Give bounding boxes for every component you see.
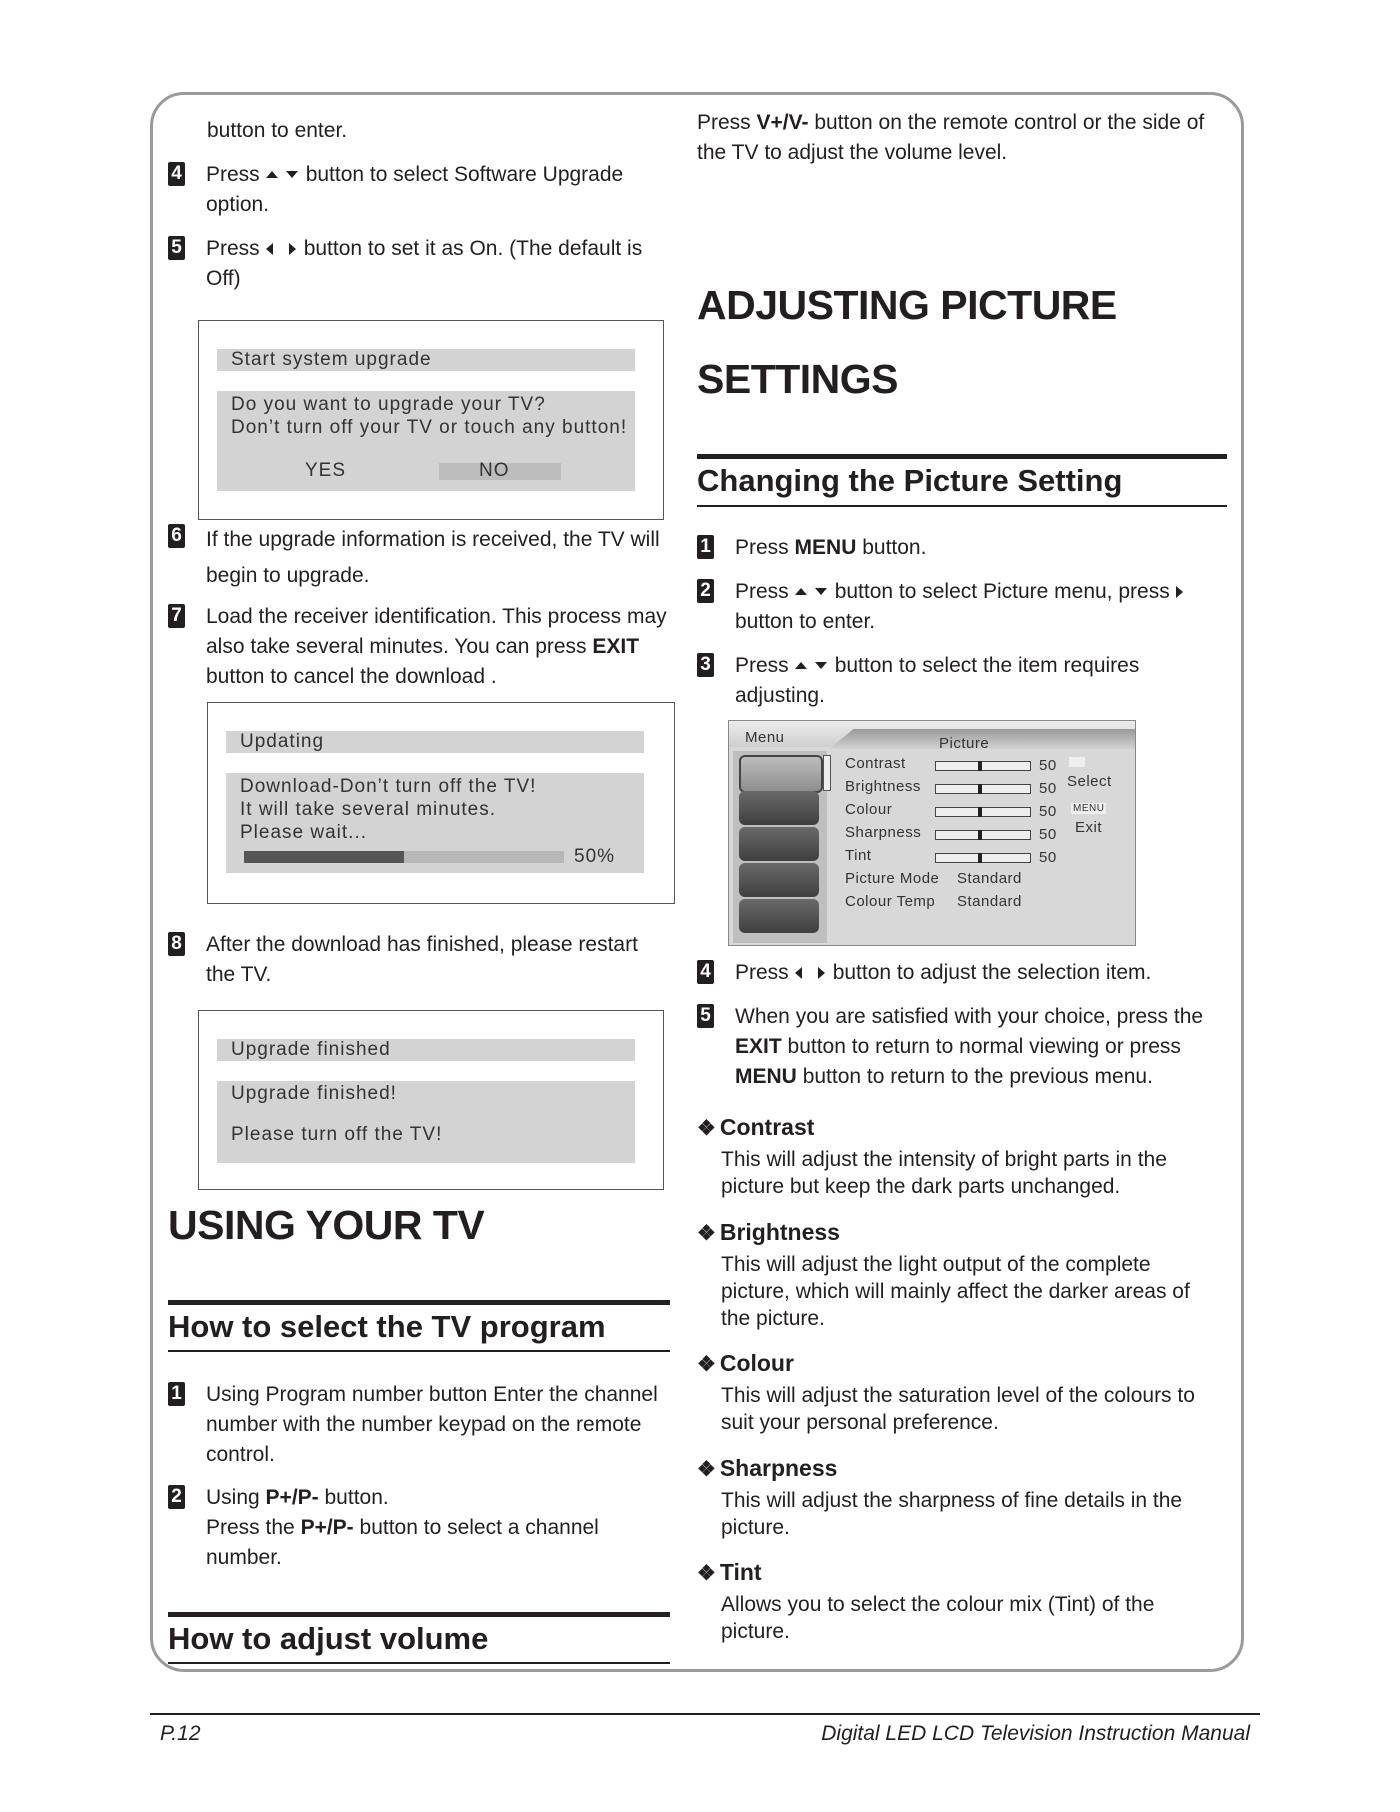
step-number: 7 <box>168 604 185 628</box>
step-number: 8 <box>168 932 185 956</box>
menu-item-sharpness[interactable]: Sharpness <box>845 824 922 841</box>
step-number: 1 <box>697 535 714 559</box>
colour-slider[interactable] <box>935 807 1031 817</box>
step-number: 1 <box>168 1382 185 1406</box>
footer-rule <box>150 1713 1260 1715</box>
down-arrow-icon <box>286 171 298 178</box>
hint-select: Select <box>1067 773 1112 790</box>
colour-value: 50 <box>1039 803 1057 820</box>
up-arrow-icon <box>266 171 278 178</box>
step-number: 3 <box>697 653 714 677</box>
menu-item-colour[interactable]: Colour <box>845 801 893 818</box>
brightness-slider[interactable] <box>935 784 1031 794</box>
heading-adjust-volume: How to adjust volume <box>168 1621 489 1656</box>
colour-temp-value: Standard <box>957 893 1022 910</box>
yes-button[interactable]: YES <box>305 460 347 481</box>
up-arrow-icon <box>795 588 807 595</box>
picture-menu-screenshot <box>728 720 1136 946</box>
progress-label: 50% <box>574 846 616 867</box>
rule <box>168 1350 670 1352</box>
diamond-bullet-icon: ❖ <box>697 1222 716 1245</box>
step-number: 2 <box>168 1485 185 1509</box>
channel-tab-icon[interactable] <box>739 827 819 861</box>
dialog-body: Download-Don’t turn off the TV! It will take several minutes. Please wait... 50% <box>226 773 644 873</box>
sharpness-slider[interactable] <box>935 830 1031 840</box>
menu-label: Menu <box>745 729 785 746</box>
dialog-body: Upgrade finished! Please turn off the TV! <box>217 1081 635 1163</box>
down-arrow-icon <box>815 662 827 669</box>
bullet-sharpness: ❖ Sharpness This will adjust the sharpness of fine details in the picture. <box>697 1455 1183 1539</box>
upgrade-dialog <box>198 320 664 520</box>
up-arrow-icon <box>795 662 807 669</box>
volume-text: Press V+/V- button on the remote control or the side of the TV to adjust the volume level. <box>697 111 1205 164</box>
heading-changing-picture: Changing the Picture Setting <box>697 463 1123 498</box>
down-arrow-icon <box>815 588 827 595</box>
menu-item-picture-mode[interactable]: Picture Mode <box>845 870 940 887</box>
step-number: 5 <box>697 1004 714 1028</box>
rule <box>168 1612 670 1617</box>
tint-value: 50 <box>1039 849 1057 866</box>
step-number: 4 <box>697 960 714 984</box>
left-arrow-icon <box>266 243 273 255</box>
no-button[interactable]: NO <box>479 460 510 481</box>
progress-track <box>244 851 564 863</box>
sharpness-value: 50 <box>1039 826 1057 843</box>
hint-menu-key: MENU <box>1073 803 1105 814</box>
hint-exit: Exit <box>1075 819 1103 836</box>
heading-adjusting-picture: ADJUSTING PICTURE <box>697 282 1117 328</box>
diamond-bullet-icon: ❖ <box>697 1353 716 1376</box>
left-arrow-icon <box>795 967 802 979</box>
left-right-keys-icon <box>1069 757 1085 767</box>
menu-item-contrast[interactable]: Contrast <box>845 755 906 772</box>
page-number: P.12 <box>160 1722 201 1745</box>
rule <box>168 1300 670 1305</box>
heading-select-program: How to select the TV program <box>168 1309 606 1344</box>
step-number: 2 <box>697 579 714 603</box>
dialog-title: Upgrade finished <box>217 1039 635 1061</box>
scroll-indicator <box>823 755 831 791</box>
diamond-bullet-icon: ❖ <box>697 1458 716 1481</box>
bullet-contrast: ❖ Contrast This will adjust the intensity of bright parts in the picture but keep the dark parts unchanged. <box>697 1114 1167 1198</box>
picture-tab-icon[interactable] <box>739 755 823 793</box>
sound-tab-icon[interactable] <box>739 791 819 825</box>
step-number: 5 <box>168 236 185 260</box>
menu-item-brightness[interactable]: Brightness <box>845 778 921 795</box>
diamond-bullet-icon: ❖ <box>697 1117 716 1140</box>
rule <box>697 505 1227 507</box>
function-tab-icon[interactable] <box>739 863 819 897</box>
continued-text: button to enter. <box>207 119 348 142</box>
updating-dialog <box>207 702 675 904</box>
bullet-colour: ❖ Colour This will adjust the saturation level of the colours to suit your personal preference. <box>697 1350 1195 1434</box>
right-arrow-icon <box>289 243 296 255</box>
dialog-title: Start system upgrade <box>217 349 635 371</box>
diamond-bullet-icon: ❖ <box>697 1562 716 1585</box>
step-number: 6 <box>168 524 185 548</box>
contrast-value: 50 <box>1039 757 1057 774</box>
right-arrow-icon <box>1176 586 1183 598</box>
dialog-title: Updating <box>226 731 644 753</box>
menu-item-colour-temp[interactable]: Colour Temp <box>845 893 936 910</box>
right-arrow-icon <box>818 967 825 979</box>
upgrade-finished-dialog <box>198 1010 664 1190</box>
menu-item-tint[interactable]: Tint <box>845 847 872 864</box>
heading-using-your-tv: USING YOUR TV <box>168 1202 485 1248</box>
progress-fill <box>244 851 404 863</box>
rule <box>697 454 1227 459</box>
setup-tab-icon[interactable] <box>739 899 819 933</box>
contrast-slider[interactable] <box>935 761 1031 771</box>
bullet-brightness: ❖ Brightness This will adjust the light output of the complete picture, which will mainly affect the darker areas of the picture. <box>697 1219 1190 1330</box>
tint-slider[interactable] <box>935 853 1031 863</box>
heading-settings: SETTINGS <box>697 356 899 402</box>
dialog-body: Do you want to upgrade your TV? Don’t turn off your TV or touch any button! YES NO <box>217 391 635 491</box>
menu-title: Picture <box>939 735 990 752</box>
brightness-value: 50 <box>1039 780 1057 797</box>
step-number: 4 <box>168 162 185 186</box>
bullet-tint: ❖ Tint Allows you to select the colour mix (Tint) of the picture. <box>697 1559 1155 1643</box>
rule <box>168 1662 670 1664</box>
picture-mode-value: Standard <box>957 870 1022 887</box>
manual-title: Digital LED LCD Television Instruction Manual <box>821 1722 1250 1745</box>
